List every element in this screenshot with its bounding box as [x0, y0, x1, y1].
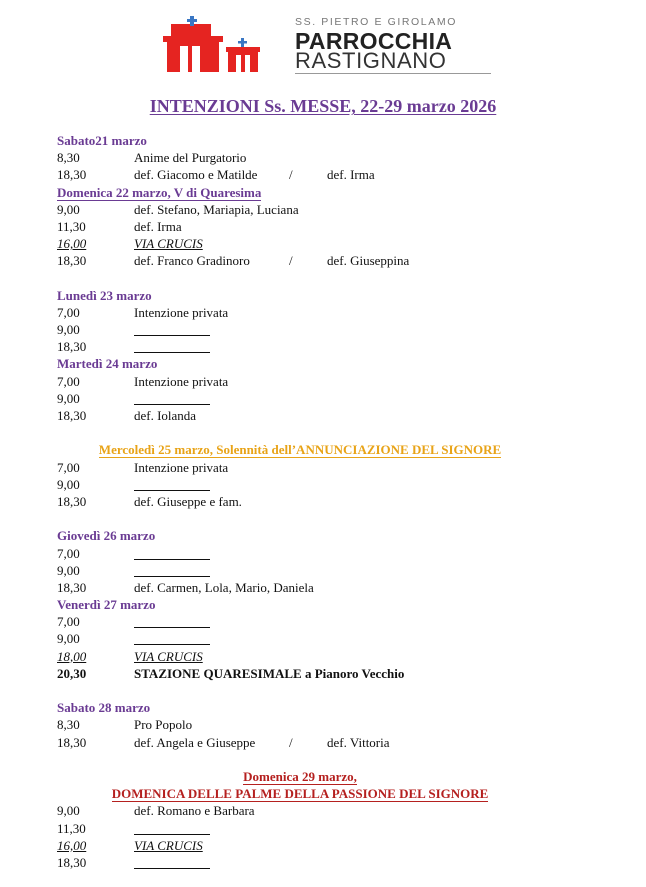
mass-entry: [57, 321, 597, 338]
blank-underline: [134, 821, 210, 835]
mass-entry: [57, 562, 597, 579]
day-heading: [57, 184, 597, 201]
mass-time: 9,00: [57, 631, 80, 647]
spacer: [57, 510, 597, 527]
day-heading: [57, 441, 543, 458]
mass-intention: VIA CRUCIS: [134, 837, 203, 853]
day-heading-text: Venerdì 27 marzo: [57, 597, 156, 613]
blank-underline: [134, 546, 210, 560]
blank-intention-line: [134, 476, 210, 493]
mass-intention: def. Romano e Barbara: [134, 803, 255, 819]
mass-entry: [57, 802, 597, 819]
blank-underline: [134, 855, 210, 869]
mass-entry: [57, 166, 597, 183]
mass-intention: def. Franco Gradinoro: [134, 253, 250, 269]
mass-time: 8,30: [57, 717, 80, 733]
mass-intention: Anime del Purgatorio: [134, 150, 247, 166]
mass-time: 18,30: [57, 167, 87, 183]
blank-intention-line: [134, 338, 210, 355]
day-heading-text: Sabato 28 marzo: [57, 700, 151, 716]
mass-time: 7,00: [57, 545, 80, 561]
mass-entry: [57, 218, 597, 235]
mass-time: 9,00: [57, 201, 80, 217]
mass-time: 18,00: [57, 648, 87, 664]
mass-entry: [57, 373, 597, 390]
mass-entry: [57, 252, 597, 269]
blank-underline: [134, 631, 210, 645]
mass-intention: Pro Popolo: [134, 717, 193, 733]
blank-intention-line: [134, 390, 210, 407]
spacer: [57, 682, 597, 699]
blank-intention-line: [134, 321, 210, 338]
mass-time: 9,00: [57, 803, 80, 819]
intention-separator: /: [289, 253, 293, 269]
blank-intention-line: [134, 545, 210, 562]
mass-time: 18,30: [57, 253, 87, 269]
mass-time: 9,00: [57, 476, 80, 492]
mass-time: 7,00: [57, 304, 80, 320]
page-title-text: INTENZIONI Ss. MESSE, 22-29 marzo 2026: [149, 96, 497, 116]
blank-intention-line: [134, 630, 210, 647]
mass-intention: def. Iolanda: [134, 408, 197, 423]
blank-intention-line: [134, 820, 210, 837]
mass-intention: STAZIONE QUARESIMALE a Pianoro Vecchio: [134, 665, 405, 681]
day-heading: [57, 355, 597, 372]
mass-intention: Intenzione privata: [134, 373, 229, 389]
mass-time: 9,00: [57, 322, 80, 338]
mass-time: 8,30: [57, 150, 80, 166]
mass-entry: [57, 630, 597, 647]
mass-entry: [57, 390, 597, 407]
parish-logo: [162, 14, 492, 76]
mass-schedule: [57, 132, 597, 871]
church-icon: [162, 16, 292, 74]
intention-separator: /: [289, 734, 293, 750]
mass-entry: [57, 476, 597, 493]
day-heading-text: Domenica 22 marzo, V di Quaresima: [57, 184, 262, 200]
mass-time: 18,30: [57, 339, 87, 355]
logo-divider: [295, 73, 491, 74]
mass-time: 9,00: [57, 562, 80, 578]
mass-entry: [57, 648, 597, 665]
mass-intention: Intenzione privata: [134, 304, 229, 320]
mass-intention: def. Giuseppe e fam.: [134, 493, 242, 509]
spacer: [57, 270, 597, 287]
blank-underline: [134, 563, 210, 577]
mass-intention: VIA CRUCIS: [134, 648, 203, 664]
mass-intention: Intenzione privata: [134, 459, 229, 475]
mass-intention: VIA CRUCIS: [134, 236, 203, 252]
logo-name-line2: RASTIGNANO: [295, 48, 447, 73]
spacer: [57, 751, 597, 768]
day-heading: [57, 527, 597, 544]
blank-underline: [134, 614, 210, 628]
blank-intention-line: [134, 854, 210, 871]
blank-underline: [134, 339, 210, 353]
day-heading: [57, 768, 543, 785]
mass-time: 7,00: [57, 614, 80, 630]
mass-entry: [57, 837, 597, 854]
mass-entry: [57, 665, 597, 682]
day-heading-text: DOMENICA DELLE PALME DELLA PASSIONE DEL SIGNORE: [111, 786, 489, 802]
mass-entry: [57, 459, 597, 476]
mass-entry: [57, 235, 597, 252]
mass-intention-secondary: def. Giuseppina: [327, 253, 410, 269]
mass-entry: [57, 734, 597, 751]
mass-time: 18,30: [57, 854, 87, 870]
mass-time: 16,00: [57, 837, 87, 853]
day-heading: [57, 785, 543, 802]
blank-intention-line: [134, 562, 210, 579]
day-heading: [57, 287, 597, 304]
day-heading-text: Giovedì 26 marzo: [57, 528, 156, 544]
mass-time: 20,30: [57, 665, 87, 681]
mass-time: 7,00: [57, 373, 80, 389]
day-heading-text: Mercoledì 25 marzo, Solennità dell’ANNUNCIAZIONE DEL SIGNORE: [98, 442, 502, 458]
mass-entry: [57, 407, 597, 424]
blank-underline: [134, 322, 210, 336]
day-heading-text: Martedì 24 marzo: [57, 356, 158, 372]
mass-time: 7,00: [57, 459, 80, 475]
mass-time: 18,30: [57, 734, 87, 750]
mass-time: 18,30: [57, 493, 87, 509]
blank-underline: [134, 477, 210, 491]
day-heading: [57, 132, 597, 149]
mass-intention: def. Giacomo e Matilde: [134, 167, 258, 183]
intention-separator: /: [289, 167, 293, 183]
mass-entry: [57, 579, 597, 596]
spacer: [57, 424, 597, 441]
mass-entry: [57, 338, 597, 355]
mass-time: 11,30: [57, 820, 86, 836]
day-heading-text: Sabato21 marzo: [57, 133, 147, 148]
mass-entry: [57, 613, 597, 630]
mass-intention-secondary: def. Vittoria: [327, 734, 390, 750]
mass-time: 11,30: [57, 218, 86, 234]
mass-entry: [57, 149, 597, 166]
mass-intention: def. Carmen, Lola, Mario, Daniela: [134, 579, 314, 595]
mass-entry: [57, 716, 597, 733]
mass-time: 16,00: [57, 236, 87, 252]
day-heading-text: Lunedì 23 marzo: [57, 287, 152, 303]
mass-time: 18,30: [57, 408, 87, 423]
day-heading: [57, 699, 597, 716]
blank-intention-line: [134, 613, 210, 630]
mass-entry: [57, 820, 597, 837]
mass-time: 9,00: [57, 390, 80, 406]
mass-entry: [57, 304, 597, 321]
mass-intention: def. Irma: [134, 218, 182, 234]
day-heading: [57, 596, 597, 613]
mass-time: 18,30: [57, 579, 87, 595]
mass-entry: [57, 201, 597, 218]
day-heading-text: Domenica 29 marzo,: [243, 768, 357, 784]
mass-intention: def. Stefano, Mariapia, Luciana: [134, 201, 299, 217]
mass-entry: [57, 545, 597, 562]
mass-intention: def. Angela e Giuseppe: [134, 734, 256, 750]
logo-subtitle: SS. PIETRO E GIROLAMO: [295, 16, 457, 28]
logo-name-line1: PARROCCHIA: [295, 28, 453, 54]
mass-entry: [57, 854, 597, 871]
mass-intention-secondary: def. Irma: [327, 167, 375, 183]
page-title: [0, 95, 646, 117]
mass-entry: [57, 493, 597, 510]
blank-underline: [134, 391, 210, 405]
